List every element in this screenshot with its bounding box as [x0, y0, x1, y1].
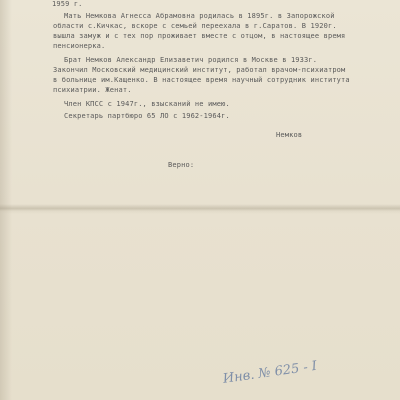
text-line: Секретарь партбюро 65 ЛО с 1962-1964г. [64, 112, 230, 120]
binder-shadow [0, 0, 12, 400]
paper-fold [0, 204, 400, 214]
text-line: Закончил Московский медицинский институт, работал врачом-психиатром [53, 66, 346, 74]
document-top-line: 1959 г. [52, 0, 83, 8]
archive-inventory-note: Инв. № 625 - I [222, 358, 318, 387]
text-line: в больнице им.Кащенко. В настоящее время научный сотрудник института [53, 76, 350, 84]
verified-label: Верно: [168, 161, 195, 169]
text-line: пенсионерка. [53, 42, 106, 50]
text-line: Брат Немков Александр Елизаветич родился в Москве в 1933г. [64, 56, 318, 64]
signature-name: Немков [276, 131, 303, 139]
text-line: области с.Кичкас, вскоре с семьей переехала в г.Саратов. В 1920г. [53, 22, 337, 30]
text-line: вышла замуж и с тех пор проживает вместе с отцом, в настоящее время [53, 32, 346, 40]
text-line: Член КПСС с 1947г., взысканий не имею. [64, 100, 230, 108]
text-line: психиатрии. Женат. [53, 86, 132, 94]
text-line: Мать Немкова Агнесса Абрамовна родилась в 1895г. в Запорожской [64, 12, 335, 20]
